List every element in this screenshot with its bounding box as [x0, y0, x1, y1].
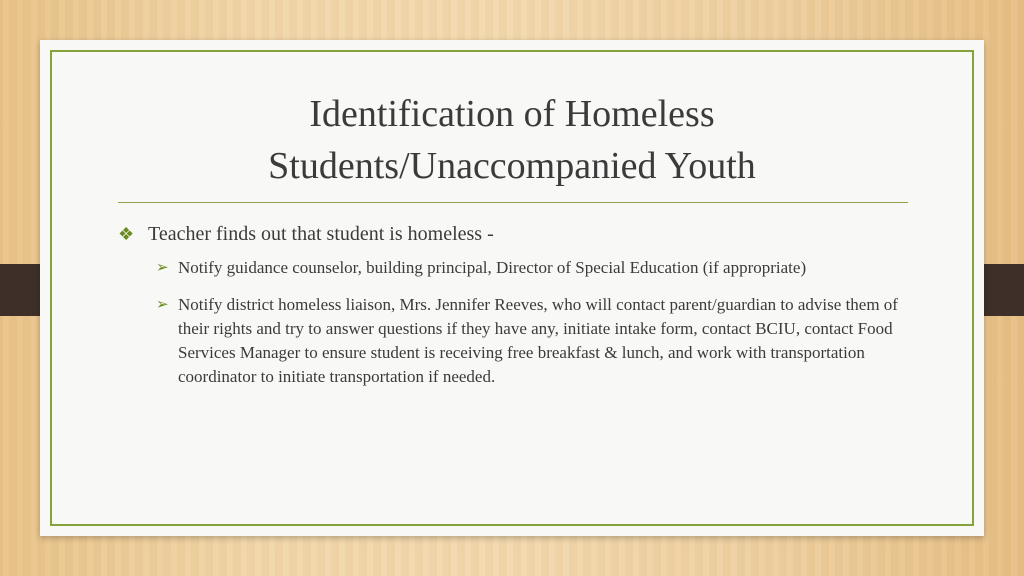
title-line-2: Students/Unaccompanied Youth [268, 145, 756, 187]
sub-bullet-item [156, 293, 918, 389]
title-divider [118, 202, 908, 203]
sub-bullet-item [156, 256, 918, 280]
slide-card [40, 40, 984, 536]
sub-bullet-text: Notify guidance counselor, building principal, Director of Special Education (if appropriate) [178, 258, 807, 277]
arrow-right-icon: ➢ [156, 297, 169, 313]
title-line-1: Identification of Homeless [309, 93, 715, 135]
sub-bullet-text: Notify district homeless liaison, Mrs. Jennifer Reeves, who will contact parent/guardian to advise them of their rights and try to answer questions if they have any, initiate intake form, contact BCIU, contact Food Services Manager to ensure student is receiving free breakfast & lunch, and work with transportation coordinator to initiate transportation if needed. [178, 295, 898, 386]
diamond-cluster-icon: ❖ [118, 224, 135, 244]
bullet-item [118, 220, 918, 248]
bullet-text: Teacher finds out that student is homeless - [148, 223, 494, 245]
slide-title [112, 88, 912, 192]
arrow-right-icon: ➢ [156, 260, 169, 276]
slide-content [118, 220, 918, 389]
